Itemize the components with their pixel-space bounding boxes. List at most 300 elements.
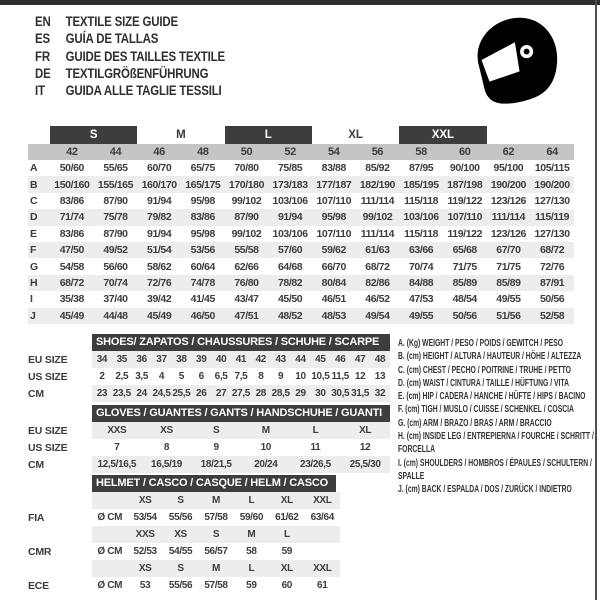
- table-value-cell: 12: [359, 442, 371, 453]
- size-value-cell: 49/54: [356, 308, 400, 324]
- measure-key: E: [30, 227, 37, 240]
- table-value-cell: S: [163, 560, 198, 577]
- size-value-cell: 49/55: [399, 308, 443, 324]
- table-value-cell: 58: [246, 546, 257, 557]
- language-code: EN: [35, 14, 51, 29]
- size-value-cell: 47/53: [408, 293, 434, 306]
- measure-key: B: [28, 176, 50, 192]
- table-row-label: CM: [28, 387, 44, 400]
- table-value-cell: 3,5: [135, 371, 149, 382]
- table-row-label: [28, 560, 92, 577]
- size-value-cell: 75/78: [94, 209, 138, 225]
- size-group-row: [28, 126, 574, 144]
- size-value-cell: 103/106: [399, 209, 443, 225]
- corner-cell: [28, 126, 50, 144]
- measure-row: [28, 209, 574, 225]
- table-value-cell: 12: [354, 371, 366, 382]
- measure-row: [28, 275, 574, 291]
- shoes-table-block: [28, 334, 390, 402]
- table-value-cell: 57/58: [204, 580, 228, 591]
- table-row: [28, 560, 340, 577]
- size-value-cell: 95/98: [312, 209, 356, 225]
- size-value-cell: 55/65: [103, 162, 128, 175]
- size-column-header: 60: [443, 144, 487, 160]
- measurement-legend: [398, 337, 594, 497]
- size-value-cell: 95/98: [190, 194, 215, 207]
- measure-key: H: [28, 275, 50, 291]
- table-value-cell: 11: [310, 442, 321, 453]
- legend-item: D. (cm) WAIST / CINTURA / TAILLE / HÜFTUNG / VITA: [398, 377, 570, 389]
- size-value-cell: 60/64: [190, 260, 215, 273]
- table-value-cell: 27: [211, 385, 231, 402]
- title-text: TEXTILE SIZE GUIDE: [65, 14, 178, 29]
- size-value-cell: 115/118: [404, 227, 439, 240]
- table-value-cell: 9: [278, 371, 284, 382]
- measure-row: [28, 160, 574, 176]
- size-value-cell: 45/50: [277, 293, 303, 306]
- legend-item: G. (cm) ARM / BRAZO / BRAS / ARM / BRACCIO: [398, 417, 552, 429]
- size-value-cell: 111/114: [487, 209, 531, 225]
- table-value-cell: 24: [132, 385, 152, 402]
- table-row: [28, 577, 340, 594]
- table-value-cell: M: [234, 526, 269, 543]
- table-value-cell: XL: [340, 422, 390, 439]
- table-row-label: US SIZE: [28, 441, 68, 454]
- table-value-cell: 40: [211, 351, 231, 368]
- size-value-cell: 45/49: [137, 308, 181, 324]
- size-value-cell: 41/45: [190, 293, 215, 306]
- table-value-cell: 23/26,5: [291, 456, 341, 473]
- size-value-cell: 115/119: [530, 209, 574, 225]
- size-value-cell: 70/80: [234, 162, 259, 175]
- title-line: [35, 65, 307, 82]
- size-column-header: 54: [312, 144, 356, 160]
- size-value-cell: 87/95: [408, 162, 434, 175]
- title-text: GUIDE DES TAILLES TEXTILE: [65, 48, 225, 64]
- table-value-cell: 59: [246, 580, 257, 591]
- measure-row: [28, 258, 574, 274]
- table-value-cell: 59: [281, 546, 293, 557]
- table-value-cell: Ø CM: [97, 580, 123, 591]
- size-value-cell: 177/187: [312, 176, 356, 192]
- table-value-cell: S: [198, 526, 233, 543]
- measure-key: F: [28, 242, 50, 258]
- size-value-cell: 127/130: [534, 227, 570, 240]
- table-value-cell: L: [234, 492, 269, 509]
- size-value-cell: 52/58: [530, 308, 574, 324]
- size-group-header: S: [50, 126, 137, 144]
- size-group-header: XXL: [399, 126, 486, 144]
- gloves-table-block: [28, 405, 390, 473]
- size-value-cell: 49/52: [94, 242, 138, 258]
- size-value-cell: 119/122: [447, 194, 483, 207]
- table-value-cell: 2,5: [115, 371, 129, 382]
- language-title-block: [35, 13, 307, 99]
- size-value-cell: 71/75: [452, 260, 477, 273]
- size-value-cell: 50/56: [539, 293, 565, 306]
- table-value-cell: 53: [139, 580, 151, 591]
- table-row-label: EU SIZE: [28, 353, 68, 366]
- size-row-lead-cell: [28, 144, 50, 160]
- table-value-cell: 53/54: [133, 512, 157, 523]
- size-value-cell: 72/76: [539, 260, 565, 273]
- right-border-rule: [595, 0, 597, 600]
- legend-item: I. (cm) SHOULDERS / HOMBROS / ÉPAULES / SCHULTERN / SPALLE: [398, 457, 592, 482]
- size-value-cell: 165/175: [181, 176, 225, 192]
- size-value-cell: 54/58: [59, 260, 84, 273]
- table-value-cell: 36: [132, 351, 152, 368]
- size-value-cell: 48/54: [452, 293, 477, 306]
- measure-row: [28, 291, 574, 307]
- table-value-cell: 55/56: [168, 512, 193, 523]
- size-column-header: 58: [399, 144, 443, 160]
- textile-size-table-wrap: [28, 126, 574, 324]
- table-value-cell: M: [198, 492, 233, 509]
- size-value-cell: 35/38: [59, 293, 84, 306]
- table-value-cell: 11,5: [331, 371, 349, 382]
- table-row-label: FIA: [28, 511, 45, 524]
- table-row: [28, 422, 390, 439]
- size-value-cell: 99/102: [231, 227, 262, 240]
- table-value-cell: [92, 560, 127, 577]
- size-value-cell: 60/70: [147, 162, 172, 175]
- size-value-cell: 115/118: [404, 194, 439, 207]
- textile-size-table: [28, 126, 574, 324]
- table-value-cell: 29: [291, 385, 311, 402]
- table-value-cell: XS: [127, 492, 162, 509]
- size-group-header: L: [225, 126, 312, 144]
- size-value-cell: 64/68: [277, 260, 303, 273]
- measure-key: D: [28, 209, 50, 225]
- size-value-cell: 107/110: [316, 227, 352, 240]
- table-value-cell: [305, 543, 340, 560]
- table-value-cell: 23,5: [112, 385, 132, 402]
- size-value-cell: 83/86: [181, 209, 225, 225]
- table-value-cell: XL: [269, 560, 304, 577]
- table-value-cell: XS: [127, 560, 162, 577]
- size-value-cell: 65/68: [443, 242, 487, 258]
- table-value-cell: 12,5/16,5: [92, 456, 142, 473]
- table-value-cell: 25,5/30: [340, 456, 390, 473]
- size-value-cell: 111/114: [360, 194, 395, 207]
- table-row: [28, 351, 390, 368]
- size-value-cell: 75/85: [277, 162, 303, 175]
- table-value-cell: 6,5: [214, 371, 228, 382]
- size-value-cell: 190/200: [530, 176, 574, 192]
- table-value-cell: L: [291, 422, 341, 439]
- size-value-cell: 83/86: [59, 194, 84, 207]
- table-value-cell: 9: [213, 442, 219, 453]
- table-value-cell: 56/57: [204, 546, 228, 557]
- size-value-cell: 103/106: [272, 227, 308, 240]
- size-value-cell: 150/160: [50, 176, 94, 192]
- size-value-cell: 99/102: [231, 194, 262, 207]
- size-column-header: 42: [50, 144, 94, 160]
- legend-item: J. (cm) BACK / ESPALDA / DOS / ZURÜCK / INDIETRO: [398, 484, 572, 496]
- table-value-cell: XXS: [127, 526, 162, 543]
- size-value-cell: 43/47: [234, 293, 259, 306]
- size-value-cell: 57/60: [268, 242, 312, 258]
- size-value-cell: 72/76: [137, 275, 181, 291]
- size-column-header: 52: [268, 144, 312, 160]
- table-value-cell: 5: [178, 371, 184, 382]
- table-value-cell: 61/62: [275, 512, 299, 523]
- size-value-cell: 51/54: [137, 242, 181, 258]
- table-row-label: EU SIZE: [28, 424, 68, 437]
- size-value-cell: 83/88: [321, 162, 346, 175]
- table-value-cell: 57/58: [204, 512, 228, 523]
- size-value-cell: 48/53: [312, 308, 356, 324]
- size-value-cell: 61/63: [356, 242, 400, 258]
- table-value-cell: 39: [191, 351, 211, 368]
- table-value-cell: 13: [374, 371, 386, 382]
- size-value-cell: 53/56: [181, 242, 225, 258]
- size-value-cell: 70/74: [408, 260, 434, 273]
- size-value-cell: 107/110: [316, 194, 352, 207]
- size-value-cell: 91/94: [268, 209, 312, 225]
- legend-item: E. (cm) HIP / CADERA / HANCHE / HÜFTE / HIPS / BACINO: [398, 391, 586, 403]
- size-value-cell: 82/86: [356, 275, 400, 291]
- table-value-cell: S: [191, 422, 241, 439]
- size-value-cell: 85/92: [365, 162, 390, 175]
- table-value-cell: 24,5: [152, 385, 172, 402]
- table-value-cell: 44: [291, 351, 311, 368]
- size-value-cell: 55/58: [225, 242, 269, 258]
- table-row: [28, 368, 390, 385]
- size-value-cell: 87/90: [225, 209, 269, 225]
- size-value-cell: 90/100: [449, 162, 480, 175]
- table-value-cell: Ø CM: [97, 512, 123, 523]
- size-value-cell: 39/42: [147, 293, 172, 306]
- helmet-table-title: HELMET / CASCO / CASQUE / HELM / CASCO: [92, 475, 336, 492]
- table-row: [28, 439, 390, 456]
- title-text: GUÍA DE TALLAS: [65, 31, 159, 47]
- size-column-header: 48: [181, 144, 225, 160]
- size-value-cell: 59/62: [312, 242, 356, 258]
- table-value-cell: XL: [269, 492, 304, 509]
- measure-key: G: [30, 260, 38, 273]
- size-number-row: [28, 144, 574, 160]
- table-value-cell: 31,5: [350, 385, 370, 402]
- table-value-cell: XXL: [305, 492, 340, 509]
- size-value-cell: 68/72: [50, 275, 94, 291]
- size-value-cell: 91/94: [147, 194, 172, 207]
- table-value-cell: [92, 526, 127, 543]
- table-value-cell: 52/53: [133, 546, 157, 557]
- size-value-cell: 71/74: [50, 209, 94, 225]
- table-row: [28, 492, 340, 509]
- size-value-cell: 127/130: [534, 194, 570, 207]
- table-value-cell: 10: [295, 371, 306, 382]
- table-value-cell: L: [234, 560, 269, 577]
- table-row: [28, 543, 340, 560]
- measure-key: J: [28, 308, 50, 324]
- size-column-header: 46: [137, 144, 181, 160]
- size-value-cell: 71/75: [496, 260, 521, 273]
- size-value-cell: 87/90: [103, 194, 128, 207]
- table-value-cell: 60: [281, 580, 293, 591]
- table-value-cell: 61: [317, 580, 328, 591]
- table-value-cell: 26: [191, 385, 211, 402]
- size-value-cell: 46/52: [365, 293, 390, 306]
- legend-item: A. (Kg) WEIGHT / PESO / POIDS / GEWITCH / PESO: [398, 338, 564, 349]
- size-value-cell: 47/51: [225, 308, 269, 324]
- corner-cell: [487, 126, 531, 144]
- size-value-cell: 74/78: [181, 275, 225, 291]
- table-value-cell: [305, 526, 340, 543]
- size-value-cell: 76/80: [225, 275, 269, 291]
- size-value-cell: 50/56: [443, 308, 487, 324]
- table-row-label: US SIZE: [28, 370, 68, 383]
- table-value-cell: XS: [163, 526, 198, 543]
- language-code: FR: [35, 48, 50, 64]
- table-value-cell: L: [269, 526, 304, 543]
- table-value-cell: 59/60: [239, 512, 264, 523]
- size-value-cell: 160/170: [137, 176, 181, 192]
- title-line: [35, 13, 307, 30]
- size-value-cell: 170/180: [225, 176, 269, 192]
- helmet-icon: [466, 14, 560, 108]
- helmet-table-block: [28, 475, 340, 594]
- table-row: [28, 385, 390, 402]
- measure-row: [28, 176, 574, 192]
- measure-row: [28, 193, 574, 209]
- size-value-cell: 85/89: [443, 275, 487, 291]
- top-border-rule: [0, 0, 600, 5]
- measure-key: A: [30, 162, 38, 175]
- table-value-cell: XXS: [92, 422, 142, 439]
- size-column-header: 64: [530, 144, 574, 160]
- table-value-cell: 16,5/19: [142, 456, 192, 473]
- shoes-table: [28, 351, 390, 402]
- size-value-cell: 50/60: [59, 162, 84, 175]
- table-value-cell: XXL: [305, 560, 340, 577]
- size-value-cell: 37/40: [103, 293, 128, 306]
- size-group-header: XL: [348, 129, 363, 141]
- size-value-cell: 83/86: [59, 227, 84, 240]
- size-value-cell: 58/62: [147, 260, 172, 273]
- size-value-cell: 107/110: [443, 209, 487, 225]
- size-value-cell: 68/72: [365, 260, 390, 273]
- size-value-cell: 47/50: [50, 242, 94, 258]
- size-value-cell: 173/183: [268, 176, 312, 192]
- size-value-cell: 45/49: [50, 308, 94, 324]
- legend-item: C. (cm) CHEST / PECHO / POITRINE / TRUHE / PETTO: [398, 364, 571, 376]
- measure-row: [28, 242, 574, 258]
- gloves-table: [28, 422, 390, 473]
- size-value-cell: 87/91: [530, 275, 574, 291]
- table-value-cell: 6: [198, 371, 204, 382]
- table-value-cell: 28: [251, 385, 271, 402]
- table-value-cell: 4: [158, 371, 165, 382]
- gloves-table-title: GLOVES / GUANTES / GANTS / HANDSCHUHE / GUANTI: [92, 405, 390, 422]
- table-value-cell: 10: [260, 442, 272, 453]
- table-value-cell: 45: [310, 351, 330, 368]
- table-value-cell: 18/21,5: [191, 456, 241, 473]
- size-value-cell: 155/165: [94, 176, 138, 192]
- table-value-cell: M: [198, 560, 233, 577]
- table-value-cell: 2: [99, 371, 105, 382]
- table-row-label: [28, 526, 92, 543]
- table-value-cell: M: [241, 422, 291, 439]
- table-value-cell: 42: [251, 351, 271, 368]
- size-value-cell: 123/126: [490, 227, 526, 240]
- title-line: [35, 48, 307, 65]
- title-text: TEXTILGRÖßENFÜHRUNG: [65, 65, 209, 81]
- size-value-cell: 111/114: [360, 227, 395, 240]
- size-value-cell: 87/90: [103, 227, 128, 240]
- size-value-cell: 95/100: [493, 162, 524, 175]
- table-value-cell: 43: [271, 351, 291, 368]
- helmet-table: [28, 492, 340, 594]
- table-value-cell: 46: [330, 351, 350, 368]
- size-value-cell: 185/195: [399, 176, 443, 192]
- size-value-cell: 62/66: [234, 260, 259, 273]
- title-text: GUIDA ALLE TAGLIE TESSILI: [65, 83, 222, 99]
- table-value-cell: 27,5: [231, 385, 251, 402]
- size-value-cell: 85/89: [487, 275, 531, 291]
- size-value-cell: 65/75: [190, 162, 215, 175]
- size-value-cell: 67/70: [487, 242, 531, 258]
- size-value-cell: 80/84: [312, 275, 356, 291]
- language-code: DE: [35, 65, 51, 81]
- table-value-cell: 54/55: [168, 546, 193, 557]
- size-value-cell: 49/55: [496, 293, 521, 306]
- table-value-cell: 8: [258, 371, 264, 382]
- size-value-cell: 78/82: [268, 275, 312, 291]
- table-value-cell: 55/56: [168, 580, 193, 591]
- table-row-label: ECE: [28, 579, 49, 592]
- size-value-cell: 182/190: [356, 176, 400, 192]
- size-value-cell: 68/72: [530, 242, 574, 258]
- table-value-cell: 30,5: [330, 385, 350, 402]
- table-value-cell: 28,5: [271, 385, 291, 402]
- table-value-cell: 35: [112, 351, 132, 368]
- measure-key: C: [30, 194, 38, 207]
- size-value-cell: 66/70: [321, 260, 346, 273]
- size-column-header: 56: [356, 144, 400, 160]
- table-value-cell: [92, 492, 127, 509]
- shoes-table-title: SHOES/ ZAPATOS / CHAUSSURES / SCHUHE / SCARPE: [92, 334, 390, 351]
- table-value-cell: 41: [231, 351, 251, 368]
- size-value-cell: 187/198: [443, 176, 487, 192]
- size-value-cell: 123/126: [490, 194, 526, 207]
- table-row: [28, 509, 340, 526]
- legend-item: F. (cm) TIGH / MUSLO / CUISSE / SCHENKEL / COSCIA: [398, 404, 574, 416]
- table-value-cell: 34: [92, 351, 112, 368]
- table-value-cell: 30: [310, 385, 330, 402]
- size-column-header: 44: [94, 144, 138, 160]
- size-group-header: M: [176, 129, 186, 141]
- size-value-cell: 63/66: [399, 242, 443, 258]
- size-value-cell: 70/74: [94, 275, 138, 291]
- table-value-cell: S: [163, 492, 198, 509]
- size-value-cell: 99/102: [356, 209, 400, 225]
- size-value-cell: 51/56: [487, 308, 531, 324]
- table-value-cell: 63/64: [310, 512, 334, 523]
- language-code: ES: [35, 31, 50, 47]
- table-value-cell: Ø CM: [97, 546, 123, 557]
- size-column-header: 62: [487, 144, 531, 160]
- language-code: IT: [35, 83, 45, 99]
- table-value-cell: 20/24: [241, 456, 291, 473]
- size-value-cell: 84/88: [399, 275, 443, 291]
- table-value-cell: 47: [350, 351, 370, 368]
- title-line: [35, 30, 307, 47]
- table-value-cell: 38: [171, 351, 191, 368]
- table-row-label: CM: [28, 458, 44, 471]
- size-value-cell: 95/98: [190, 227, 215, 240]
